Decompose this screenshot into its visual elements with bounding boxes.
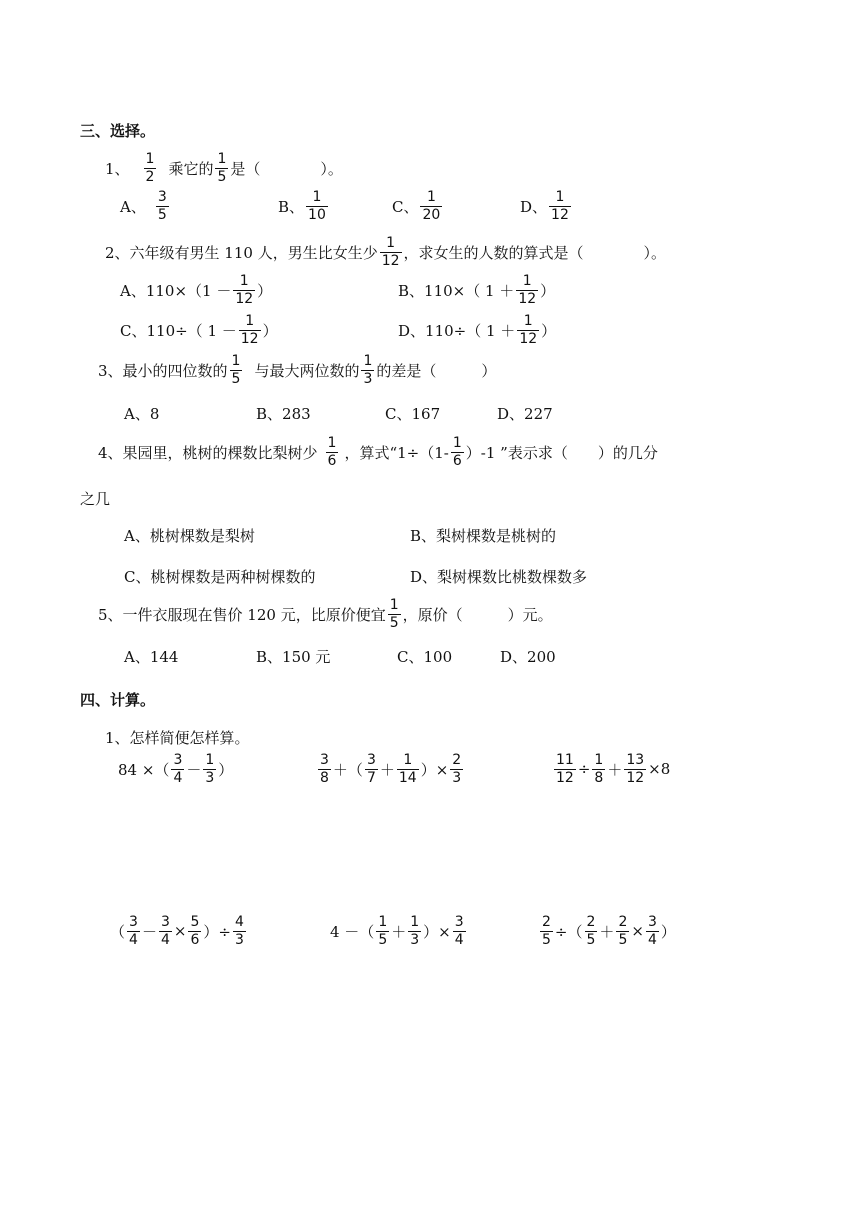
expr-text: 84 ×（ — [118, 760, 170, 779]
expr-text: 4 －（ — [330, 922, 375, 941]
fraction — [365, 753, 378, 785]
fraction — [233, 915, 246, 947]
expression-6 — [538, 915, 676, 947]
numerator: 5 — [190, 914, 200, 930]
q5-text: 5、一件衣服现在售价 120 元，比原价便宜 — [98, 605, 386, 624]
denominator: 7 — [366, 769, 376, 786]
numerator: 1 — [522, 273, 532, 289]
numerator: 1 — [426, 189, 436, 205]
expression-2 — [316, 753, 465, 785]
denominator: 3 — [205, 769, 215, 786]
option-close: ） — [541, 321, 557, 340]
option-text: C、100 — [397, 648, 453, 666]
q1-number: 1、 — [105, 159, 130, 178]
q4-text: 4、果园里，桃树的棵数比梨树少 — [98, 443, 318, 462]
option-letter: D、 — [520, 197, 548, 216]
option-text: B、283 — [256, 405, 311, 423]
denominator: 12 — [518, 290, 537, 307]
fraction — [203, 753, 216, 785]
expr-operator: ＋ — [379, 760, 395, 779]
fraction — [616, 915, 629, 947]
numerator: 1 — [312, 189, 322, 205]
fraction — [517, 314, 539, 346]
expression-4 — [110, 915, 248, 947]
numerator: 1 — [594, 752, 604, 768]
fraction — [230, 354, 243, 386]
q1-text: 乘它的 — [168, 159, 214, 178]
q3-option-c — [385, 403, 440, 424]
denominator: 4 — [647, 931, 657, 948]
q5-option-a — [124, 646, 178, 667]
q5-option-c — [397, 646, 452, 667]
fraction — [306, 190, 328, 222]
fraction — [624, 753, 646, 785]
numerator: 1 — [378, 914, 388, 930]
q3-text: 3、最小的四位数的 — [98, 361, 228, 380]
numerator: 3 — [454, 914, 464, 930]
expr-operator: ×8 — [648, 760, 671, 779]
option-text: B、梨树棵数是桃树的 — [410, 527, 557, 545]
fraction — [156, 190, 169, 222]
section-4-heading — [80, 689, 155, 710]
numerator: 1 — [410, 914, 420, 930]
question-4 — [98, 436, 658, 468]
denominator: 5 — [378, 931, 388, 948]
option-text: D、227 — [497, 405, 553, 423]
denominator: 3 — [363, 370, 373, 387]
expr-text: （ — [110, 922, 126, 941]
denominator: 6 — [452, 452, 462, 469]
fraction — [326, 436, 339, 468]
denominator: 3 — [452, 769, 462, 786]
denominator: 3 — [234, 931, 244, 948]
calc-instruction-text: 1、怎样简便怎样算。 — [105, 729, 250, 747]
numerator: 1 — [231, 353, 241, 369]
denominator: 2 — [145, 168, 155, 185]
fraction — [144, 152, 157, 184]
q3-option-b — [256, 403, 311, 424]
numerator: 3 — [129, 914, 138, 930]
denominator: 12 — [626, 769, 645, 786]
q3-tail: 的差是（ ） — [376, 361, 497, 380]
q3-text-2: 与最大两位数的 — [254, 361, 360, 380]
numerator: 1 — [205, 752, 215, 768]
expression-5 — [330, 915, 468, 947]
option-text: A、桃树棵数是梨树 — [124, 527, 255, 545]
option-text: B、150 元 — [256, 648, 331, 666]
denominator: 12 — [519, 330, 538, 347]
option-close: ） — [257, 281, 273, 300]
numerator: 3 — [320, 752, 329, 768]
numerator: 1 — [523, 313, 533, 329]
fraction — [215, 152, 228, 184]
denominator: 14 — [398, 769, 417, 786]
q2-text: 2、六年级有男生 110 人，男生比女生少 — [105, 243, 378, 262]
fraction — [554, 753, 576, 785]
fraction — [646, 915, 659, 947]
denominator: 5 — [231, 370, 241, 387]
expr-operator: ）÷ — [203, 922, 231, 941]
expr-operator: × — [631, 922, 644, 941]
denominator: 4 — [160, 931, 170, 948]
numerator: 1 — [239, 273, 249, 289]
denominator: 8 — [594, 769, 604, 786]
expression-1 — [118, 753, 233, 785]
expr-operator: － — [141, 922, 157, 941]
option-letter: A、 — [120, 197, 146, 216]
q4-continuation — [80, 488, 110, 509]
section-3-heading — [80, 120, 155, 141]
fraction — [585, 915, 598, 947]
denominator: 12 — [556, 769, 574, 786]
q2-option-b — [398, 274, 555, 306]
denominator: 5 — [217, 168, 227, 185]
expr-operator: ）× — [423, 922, 451, 941]
numerator: 11 — [556, 752, 574, 768]
fraction — [453, 915, 466, 947]
numerator: 1 — [245, 313, 255, 329]
fraction — [239, 314, 261, 346]
calc-instruction — [105, 727, 250, 748]
q1-tail: 是（ ）。 — [230, 159, 343, 178]
fraction — [540, 915, 553, 947]
option-text: A、144 — [124, 648, 179, 666]
denominator: 5 — [618, 931, 628, 948]
numerator: 2 — [452, 752, 462, 768]
denominator: 12 — [235, 290, 254, 307]
q4-option-a — [124, 525, 255, 546]
fraction — [397, 753, 419, 785]
option-text: A、110×（1 － — [120, 281, 232, 300]
numerator: 3 — [160, 914, 170, 930]
numerator: 1 — [327, 435, 337, 451]
denominator: 10 — [308, 206, 326, 223]
q4-option-b — [410, 525, 556, 546]
q4-tail: ）-1 ”表示求（ ）的几分 — [465, 443, 658, 462]
fraction — [318, 753, 331, 785]
q3-option-d — [497, 403, 553, 424]
fraction — [451, 436, 464, 468]
expr-text: ） — [660, 922, 676, 941]
denominator: 12 — [551, 206, 569, 223]
option-text: B、110×（ 1 ＋ — [398, 281, 515, 300]
numerator: 1 — [403, 752, 413, 768]
denominator: 8 — [320, 769, 329, 786]
numerator: 1 — [363, 353, 373, 369]
option-text: A、8 — [124, 405, 160, 423]
fraction — [450, 753, 463, 785]
option-text: D、200 — [500, 648, 556, 666]
q5-option-b — [256, 646, 330, 667]
denominator: 4 — [454, 931, 464, 948]
expr-operator: ＋ — [391, 922, 407, 941]
q5-tail: ，原价（ ）元。 — [402, 605, 553, 624]
fraction — [388, 598, 401, 630]
q3-option-a — [124, 403, 159, 424]
q4-option-c — [124, 566, 315, 587]
expr-operator: － — [186, 760, 202, 779]
q1-option-a — [120, 190, 171, 222]
denominator: 4 — [129, 931, 138, 948]
expr-operator: ÷（ — [554, 922, 583, 941]
numerator: 13 — [626, 752, 645, 768]
question-1 — [105, 152, 343, 184]
question-5 — [98, 598, 553, 630]
option-close: ） — [540, 281, 556, 300]
expr-operator: ＋ — [599, 922, 615, 941]
denominator: 5 — [586, 931, 596, 948]
numerator: 1 — [389, 597, 399, 613]
q1-option-c — [392, 190, 444, 222]
option-letter: B、 — [278, 197, 305, 216]
denominator: 6 — [190, 931, 200, 948]
denominator: 5 — [542, 931, 551, 948]
fraction — [420, 190, 442, 222]
fraction — [592, 753, 605, 785]
option-text: D、110÷（ 1 ＋ — [398, 321, 516, 340]
fraction — [549, 190, 571, 222]
denominator: 3 — [410, 931, 420, 948]
option-text: C、167 — [385, 405, 441, 423]
fraction — [127, 915, 140, 947]
q1-option-b — [278, 190, 330, 222]
q4-option-d — [410, 566, 587, 587]
numerator: 3 — [647, 914, 657, 930]
denominator: 12 — [240, 330, 259, 347]
q2-option-a — [120, 274, 272, 306]
fraction — [516, 274, 538, 306]
q4-continuation-text: 之几 — [80, 490, 111, 508]
expr-operator: ＋ — [607, 760, 623, 779]
numerator: 1 — [217, 151, 227, 167]
q2-option-d — [398, 314, 556, 346]
fraction — [171, 753, 184, 785]
numerator: 4 — [234, 914, 244, 930]
option-text: C、桃树棵数是两种树棵数的 — [124, 568, 316, 586]
fraction — [188, 915, 201, 947]
numerator: 2 — [542, 914, 551, 930]
numerator: 3 — [366, 752, 376, 768]
numerator: 1 — [145, 151, 155, 167]
numerator: 3 — [157, 189, 167, 205]
fraction — [376, 915, 389, 947]
expr-operator: ＋（ — [332, 760, 363, 779]
section-4-title: 四、计算。 — [80, 691, 156, 709]
fraction — [233, 274, 255, 306]
q1-option-d — [520, 190, 573, 222]
q2-option-c — [120, 314, 278, 346]
fraction — [408, 915, 421, 947]
numerator: 2 — [618, 914, 628, 930]
q4-formula: ，算式“1÷（1- — [344, 443, 449, 462]
fraction — [380, 236, 402, 268]
fraction — [159, 915, 172, 947]
option-letter: C、 — [392, 197, 419, 216]
expr-operator: × — [173, 922, 187, 941]
option-text: C、110÷（ 1 － — [120, 321, 237, 340]
section-3-title: 三、选择。 — [80, 122, 156, 140]
numerator: 2 — [586, 914, 596, 930]
numerator: 1 — [555, 189, 565, 205]
denominator: 4 — [173, 769, 183, 786]
numerator: 3 — [173, 752, 183, 768]
numerator: 1 — [452, 435, 462, 451]
option-close: ） — [262, 321, 278, 340]
denominator: 6 — [327, 452, 337, 469]
option-text: D、梨树棵数比桃数棵数多 — [410, 568, 588, 586]
denominator: 5 — [389, 614, 399, 631]
q5-option-d — [500, 646, 556, 667]
expr-operator: ）× — [420, 760, 449, 779]
fraction — [361, 354, 374, 386]
question-2 — [105, 236, 666, 268]
expression-3 — [552, 753, 670, 785]
expr-operator: ÷ — [577, 760, 591, 779]
denominator: 20 — [422, 206, 441, 223]
question-3 — [98, 354, 496, 386]
denominator: 12 — [381, 252, 400, 269]
numerator: 1 — [386, 235, 396, 251]
denominator: 5 — [157, 206, 167, 223]
q2-tail: ，求女生的人数的算式是（ ）。 — [403, 243, 667, 262]
expr-text: ） — [218, 760, 234, 779]
